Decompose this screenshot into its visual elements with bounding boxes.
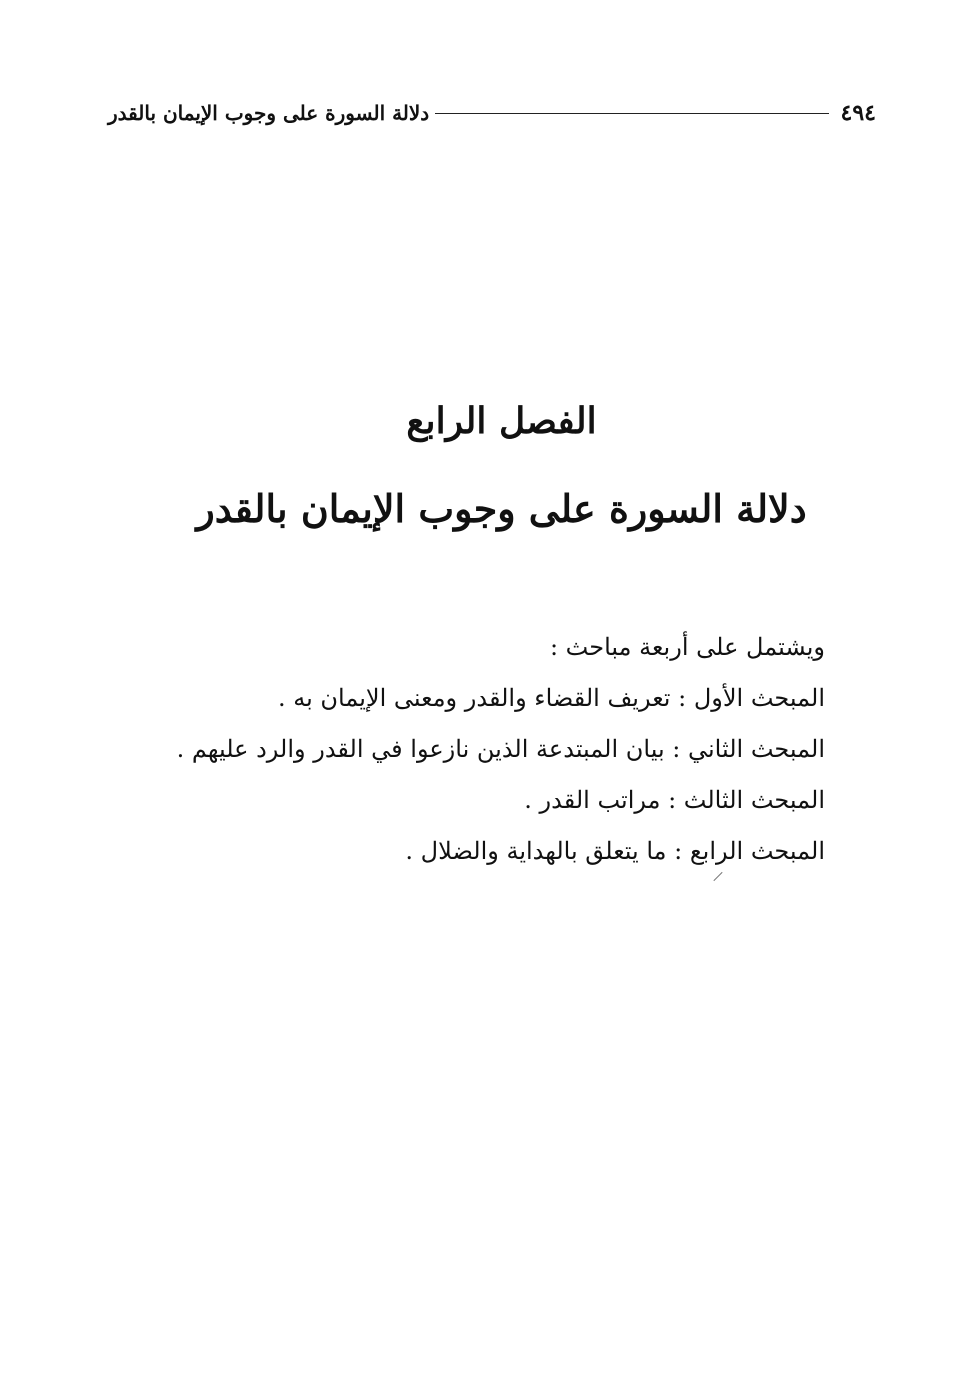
section-item-2: المبحث الثاني : بيان المبتدعة الذين نازعوا في القدر والرد عليهم . — [176, 735, 825, 763]
header-rule — [435, 113, 828, 114]
contents-intro: ويشتمل على أربعة مباحث : — [549, 633, 825, 661]
chapter-title: دلالة السورة على وجوب الإيمان بالقدر — [196, 486, 807, 531]
chapter-heading: الفصل الرابع — [406, 400, 597, 442]
page-number: ٤٩٤ — [840, 100, 876, 126]
section-item-1: المبحث الأول : تعريف القضاء والقدر ومعنى الإيمان به . — [277, 684, 825, 712]
section-item-3: المبحث الثالث : مراتب القدر . — [524, 786, 825, 814]
running-header — [108, 96, 876, 130]
running-header-title: دلالة السورة على وجوب الإيمان بالقدر — [108, 101, 430, 125]
chapter-contents — [176, 622, 825, 877]
section-item-4: المبحث الرابع : ما يتعلق بالهداية والضلال . — [405, 837, 825, 865]
